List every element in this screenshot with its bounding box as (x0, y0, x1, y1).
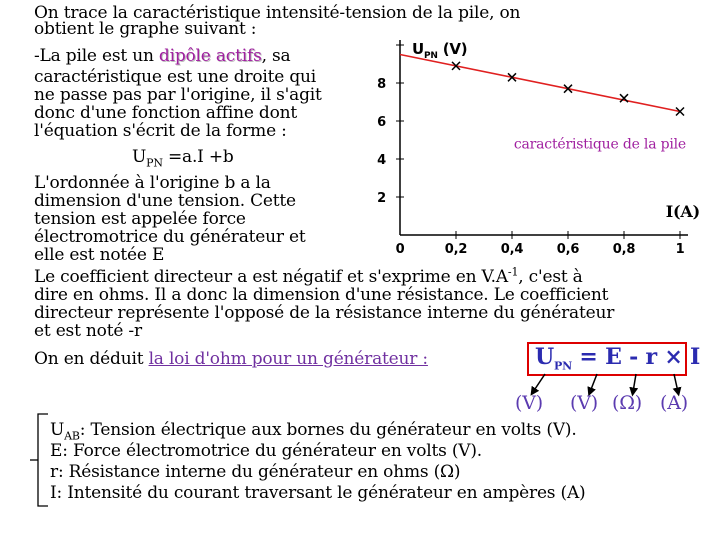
arrow-e (590, 374, 597, 392)
text-line: elle est notée E (34, 245, 165, 265)
coeff-part2: , c'est à (518, 267, 583, 287)
formula-u: U (535, 344, 554, 370)
equation-rest: =a.I +b (162, 147, 234, 167)
unit-upn: (V) (515, 392, 543, 414)
legend-symbol: U (50, 420, 65, 440)
legend-text: : Force électromotrice du générateur en volts (V). (62, 441, 482, 461)
text-line: tension est appelée force (34, 209, 246, 229)
legend-symbol: r (50, 462, 58, 482)
text-line: dimension d'une tension. Cette (34, 191, 296, 211)
dipole-suffix: , sa (261, 46, 291, 66)
text-line: et est noté -r (34, 321, 142, 341)
x-tick-label: 0,2 (444, 242, 468, 257)
unit-r: (Ω) (612, 392, 642, 414)
arrow-i (674, 374, 678, 392)
legend-text: : Intensité du courant traversant le générateur en ampères (A) (56, 483, 586, 503)
y-axis-label-unit: (V) (437, 40, 468, 58)
unit-i: (A) (660, 392, 688, 414)
text-line: électromotrice du générateur et (34, 227, 306, 247)
x-tick-label: 0,4 (500, 242, 524, 257)
equation-u: U (132, 147, 147, 167)
x-axis-label: I(A) (665, 202, 700, 221)
y-tick-label: 4 (377, 153, 386, 168)
legend-symbol: I (50, 483, 57, 503)
legend-subscript: AB (64, 429, 80, 443)
dipole-prefix: -La pile est un (34, 46, 159, 66)
ohm-prefix: On en déduit (34, 349, 149, 369)
legend-text: : Tension électrique aux bornes du générateur en volts (V). (79, 420, 577, 440)
formula-rest: = E - r × I (571, 344, 701, 370)
chart-title: caractéristique de la pile (513, 136, 686, 153)
x-tick-label: 0,8 (612, 242, 636, 257)
y-tick-label: 6 (377, 115, 386, 130)
x-tick-label: 1 (675, 242, 685, 257)
text-line: On trace la caractéristique intensité-tension de la pile, on (34, 3, 521, 23)
y-axis-label-sub: PN (423, 51, 438, 61)
equation-sub: PN (146, 156, 163, 170)
text-line: directeur représente l'opposé de la résistance interne du générateur (34, 303, 615, 323)
text-line: caractéristique est une droite qui (34, 67, 317, 87)
ohm-law-link[interactable]: la loi d'ohm pour un générateur : (148, 349, 428, 369)
coeff-exp: -1 (507, 265, 519, 279)
text-line: L'ordonnée à l'origine b a la (34, 173, 271, 193)
dipole-highlight: dipôle actifs (158, 46, 262, 66)
arrow-r (633, 374, 636, 392)
coeff-part1: Le coefficient directeur a est négatif et s'exprime en V.A (34, 267, 508, 287)
legend-bracket (38, 414, 48, 506)
formula-sub: PN (554, 359, 572, 373)
arrow-upn (533, 374, 545, 392)
legend-item (50, 483, 585, 503)
y-tick-label: 2 (377, 191, 386, 206)
legend-item (50, 462, 460, 482)
x-tick-label: 0 (395, 242, 405, 257)
text-line: donc d'une fonction affine dont (34, 103, 298, 123)
legend-symbol: E (50, 441, 63, 461)
y-tick-label: 8 (377, 77, 386, 92)
text-line: dire en ohms. Il a donc la dimension d'une résistance. Le coefficient (34, 285, 609, 305)
legend-item (50, 441, 482, 461)
text-line: ne passe pas par l'origine, il s'agit (34, 85, 322, 105)
unit-e: (V) (570, 392, 598, 414)
x-tick-label: 0,6 (556, 242, 580, 257)
y-axis-label: $U_{PN}$ (V) (412, 40, 468, 61)
text-line: obtient le graphe suivant : (34, 19, 257, 39)
text-line: l'équation s'écrit de la forme : (34, 121, 287, 141)
legend-text: : Résistance interne du générateur en ohms (Ω) (57, 462, 461, 482)
